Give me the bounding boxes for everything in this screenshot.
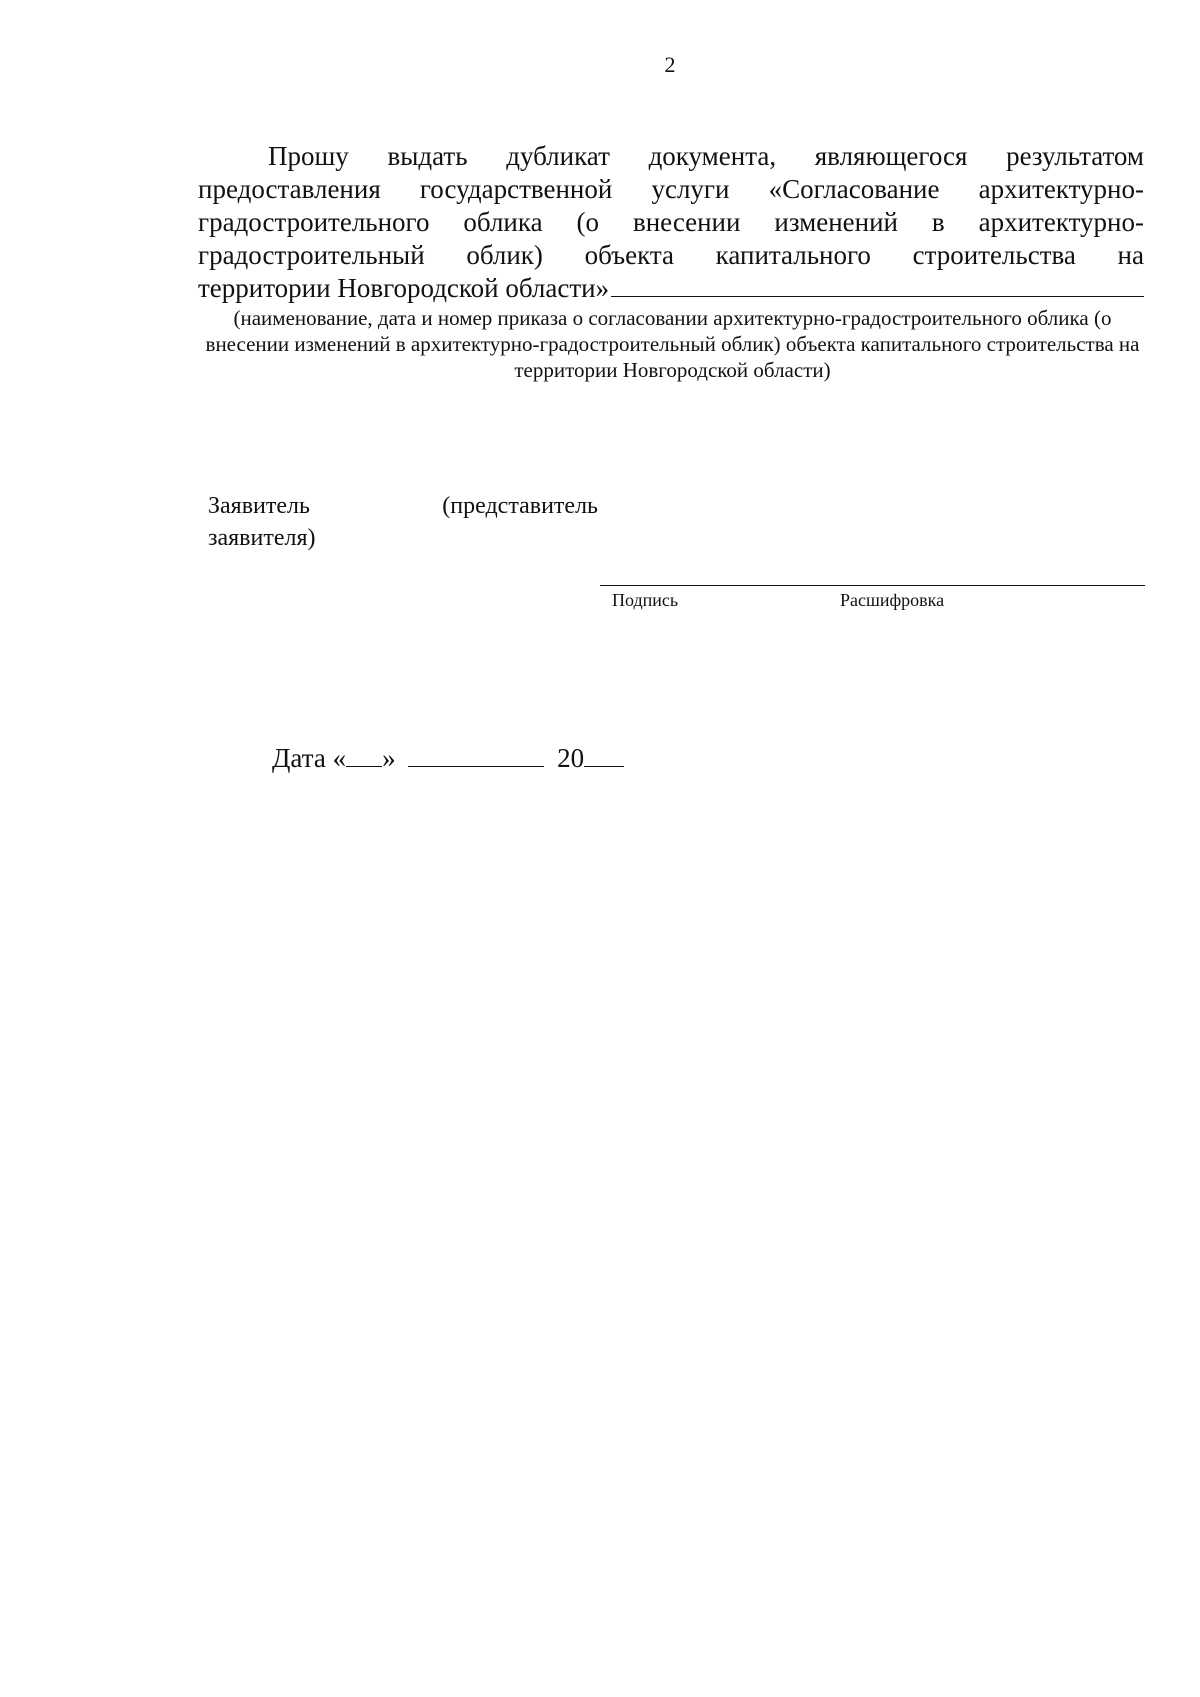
field-caption: (наименование, дата и номер приказа о согласовании архитектурно-градостроительного облика (о внесении изменений в архитектурно-градостроительный облик) объекта капитального строительства на территории Новгородской области): [205, 306, 1140, 382]
signature-label: Подпись: [612, 590, 679, 610]
request-paragraph: [198, 140, 1144, 305]
applicant-row: [208, 490, 598, 522]
request-last-line: [198, 272, 1144, 305]
applicant-label: Заявитель: [208, 493, 310, 519]
request-text-last: территории Новгородской области»: [198, 273, 610, 303]
date-day-field[interactable]: [346, 742, 382, 767]
document-details-field[interactable]: [611, 272, 1144, 297]
representative-label: (представитель: [442, 493, 598, 519]
applicant-block: [208, 490, 598, 554]
date-close-quote: »: [382, 743, 396, 773]
date-month-field[interactable]: [408, 742, 544, 767]
date-label: Дата «: [272, 743, 347, 773]
decoding-label: Расшифровка: [840, 590, 945, 610]
request-text: Прошу выдать дубликат документа, являющегося результатом предоставления государственной услуги «Согласование архитектурно-градостроительного облика (о внесении изменений в архитектурно-градостроительный облик) объекта капитального строительства на: [198, 141, 1144, 270]
applicant-label-cont: заявителя): [208, 525, 316, 551]
signature-field[interactable]: [600, 585, 1145, 586]
date-row: [272, 742, 624, 774]
date-year-prefix: 20: [557, 743, 585, 773]
date-year-field[interactable]: [584, 742, 624, 767]
page-number: 2: [664, 52, 676, 77]
